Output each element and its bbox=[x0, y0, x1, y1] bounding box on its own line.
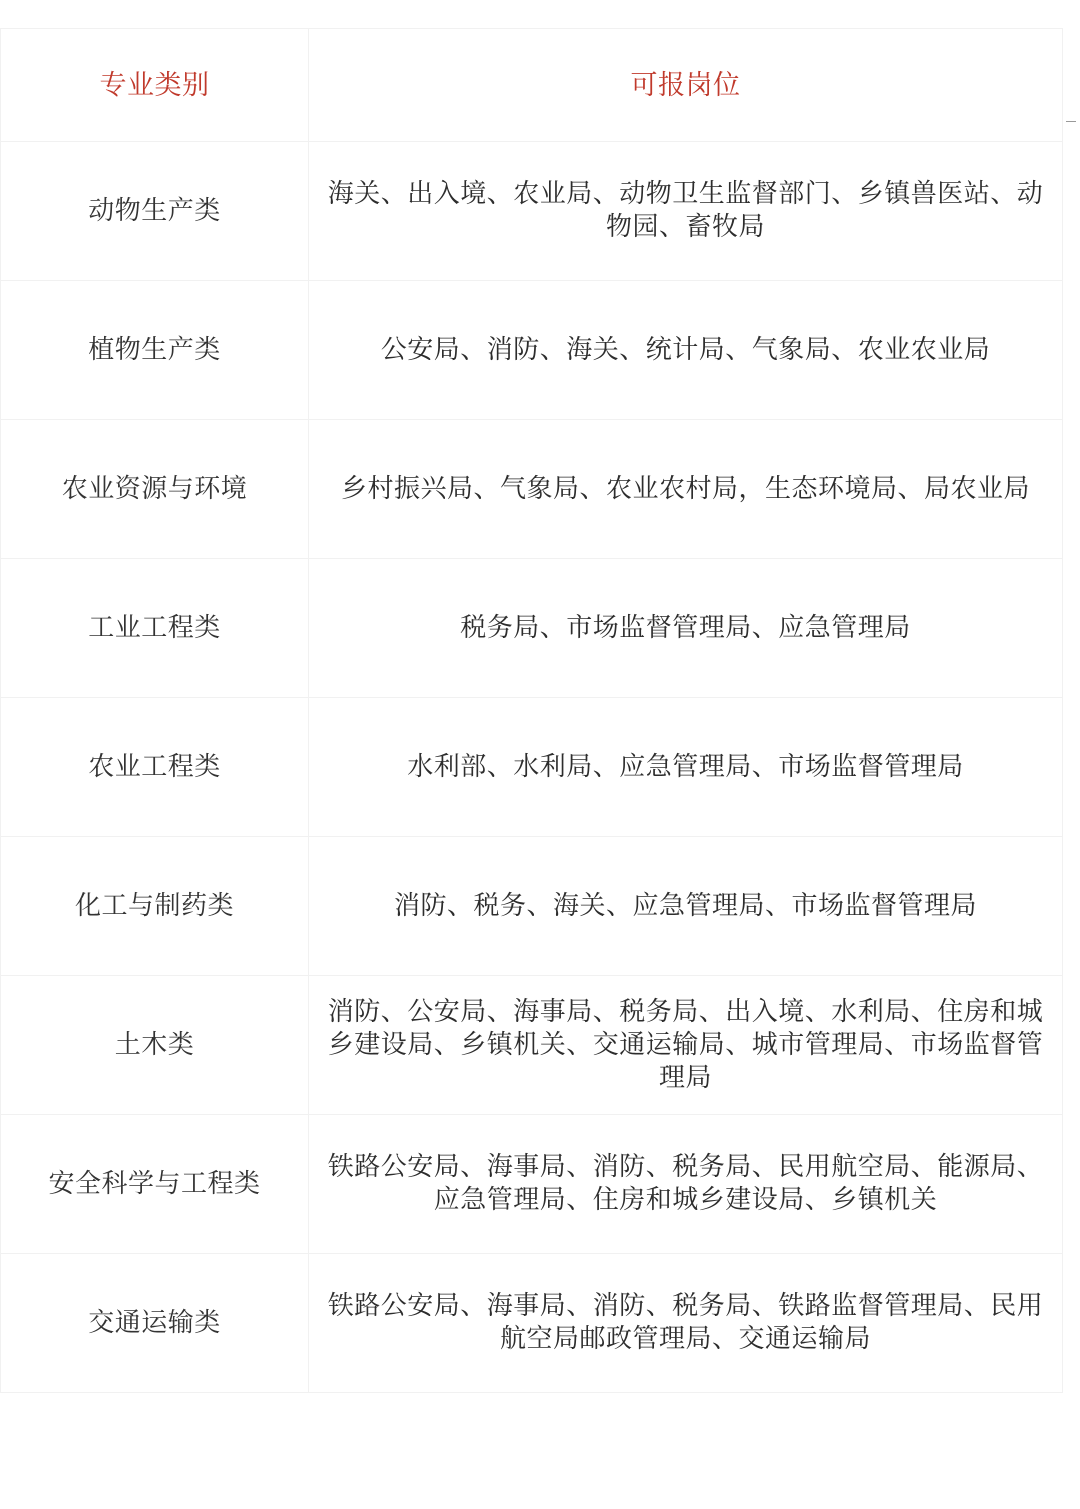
major-positions-table bbox=[0, 28, 1063, 1393]
row-positions: 税务局、市场监督管理局、应急管理局 bbox=[309, 559, 1063, 698]
row-positions: 消防、税务、海关、应急管理局、市场监督管理局 bbox=[309, 837, 1063, 976]
row-positions: 水利部、水利局、应急管理局、市场监督管理局 bbox=[309, 698, 1063, 837]
row-category: 农业资源与环境 bbox=[1, 420, 309, 559]
edge-tick-mark bbox=[1066, 121, 1076, 122]
table-row bbox=[1, 420, 1063, 559]
career-table-container bbox=[0, 28, 1062, 1393]
table-row bbox=[1, 1254, 1063, 1393]
row-positions: 铁路公安局、海事局、消防、税务局、铁路监督管理局、民用航空局邮政管理局、交通运输局 bbox=[309, 1254, 1063, 1393]
table-row bbox=[1, 698, 1063, 837]
row-category: 动物生产类 bbox=[1, 142, 309, 281]
row-category: 土木类 bbox=[1, 976, 309, 1115]
table-row bbox=[1, 559, 1063, 698]
row-positions: 乡村振兴局、气象局、农业农村局，生态环境局、局农业局 bbox=[309, 420, 1063, 559]
table-row bbox=[1, 281, 1063, 420]
row-category: 农业工程类 bbox=[1, 698, 309, 837]
row-positions: 消防、公安局、海事局、税务局、出入境、水利局、住房和城乡建设局、乡镇机关、交通运输局、城市管理局、市场监督管理局 bbox=[309, 976, 1063, 1115]
table-row bbox=[1, 1115, 1063, 1254]
table-row bbox=[1, 142, 1063, 281]
row-category: 植物生产类 bbox=[1, 281, 309, 420]
row-category: 安全科学与工程类 bbox=[1, 1115, 309, 1254]
table-row bbox=[1, 976, 1063, 1115]
row-positions: 公安局、消防、海关、统计局、气象局、农业农业局 bbox=[309, 281, 1063, 420]
header-positions: 可报岗位 bbox=[309, 29, 1063, 142]
row-category: 工业工程类 bbox=[1, 559, 309, 698]
row-category: 化工与制药类 bbox=[1, 837, 309, 976]
header-category: 专业类别 bbox=[1, 29, 309, 142]
table-header-row bbox=[1, 29, 1063, 142]
row-category: 交通运输类 bbox=[1, 1254, 309, 1393]
row-positions: 海关、出入境、农业局、动物卫生监督部门、乡镇兽医站、动物园、畜牧局 bbox=[309, 142, 1063, 281]
row-positions: 铁路公安局、海事局、消防、税务局、民用航空局、能源局、应急管理局、住房和城乡建设局、乡镇机关 bbox=[309, 1115, 1063, 1254]
table-row bbox=[1, 837, 1063, 976]
